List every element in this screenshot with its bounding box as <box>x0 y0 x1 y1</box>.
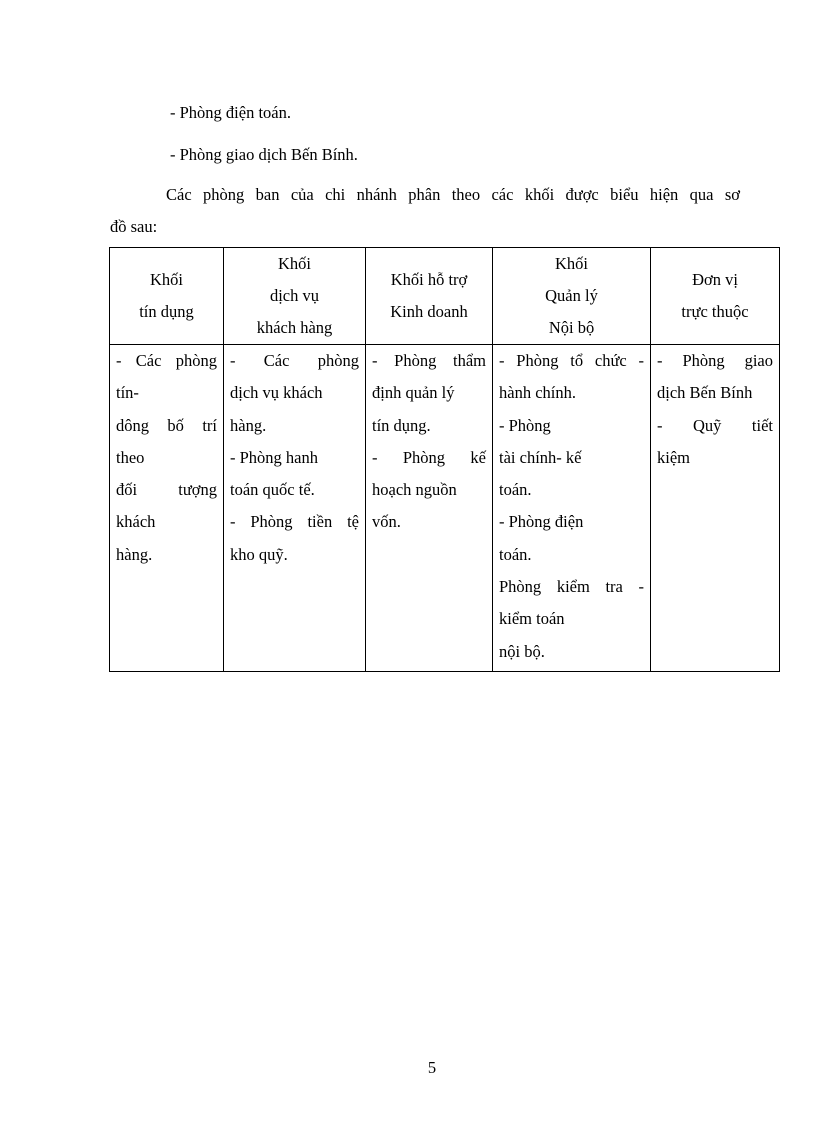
table-body-row <box>110 345 780 672</box>
header-don-vi: Đơn vị trực thuộc <box>651 248 780 345</box>
intro-line-1: Các phòng ban của chi nhánh phân theo các khối được biểu hiện qua sơ <box>166 185 740 204</box>
cell-quan-ly: - Phòng tổ chức - hành chính. - Phòng tài chính- kế toán. - Phòng điện toán. Phòng kiểm tra - kiểm toán nội bộ. <box>493 345 651 672</box>
table-header-row <box>110 248 780 345</box>
header-khoi-ho-tro: Khối hỗ trợ Kinh doanh <box>366 248 493 345</box>
cell-don-vi: - Phòng giao dịch Bến Bính - Quỹ tiết kiệm <box>651 345 780 672</box>
cell-ho-tro: - Phòng thẩm định quản lý tín dụng. - Phòng kế hoạch nguồn vốn. <box>366 345 493 672</box>
bullet-dien-toan: - Phòng điện toán. <box>170 103 291 122</box>
cell-dich-vu: - Các phòng dịch vụ khách hàng. - Phòng hanh toán quốc tế. - Phòng tiền tệ kho quỹ. <box>224 345 366 672</box>
bullet-giao-dich: - Phòng giao dịch Bến Bính. <box>170 145 358 164</box>
header-khoi-dich-vu: Khối dịch vụ khách hàng <box>224 248 366 345</box>
intro-line-2: đồ sau: <box>110 217 158 236</box>
org-structure-table <box>109 247 780 672</box>
page-number: 5 <box>427 1058 437 1077</box>
header-khoi-tin-dung: Khối tín dụng <box>110 248 224 345</box>
cell-tin-dung: - Các phòng tín- dông bố trí theo đối tượng khách hàng. <box>110 345 224 672</box>
header-khoi-quan-ly: Khối Quản lý Nội bộ <box>493 248 651 345</box>
